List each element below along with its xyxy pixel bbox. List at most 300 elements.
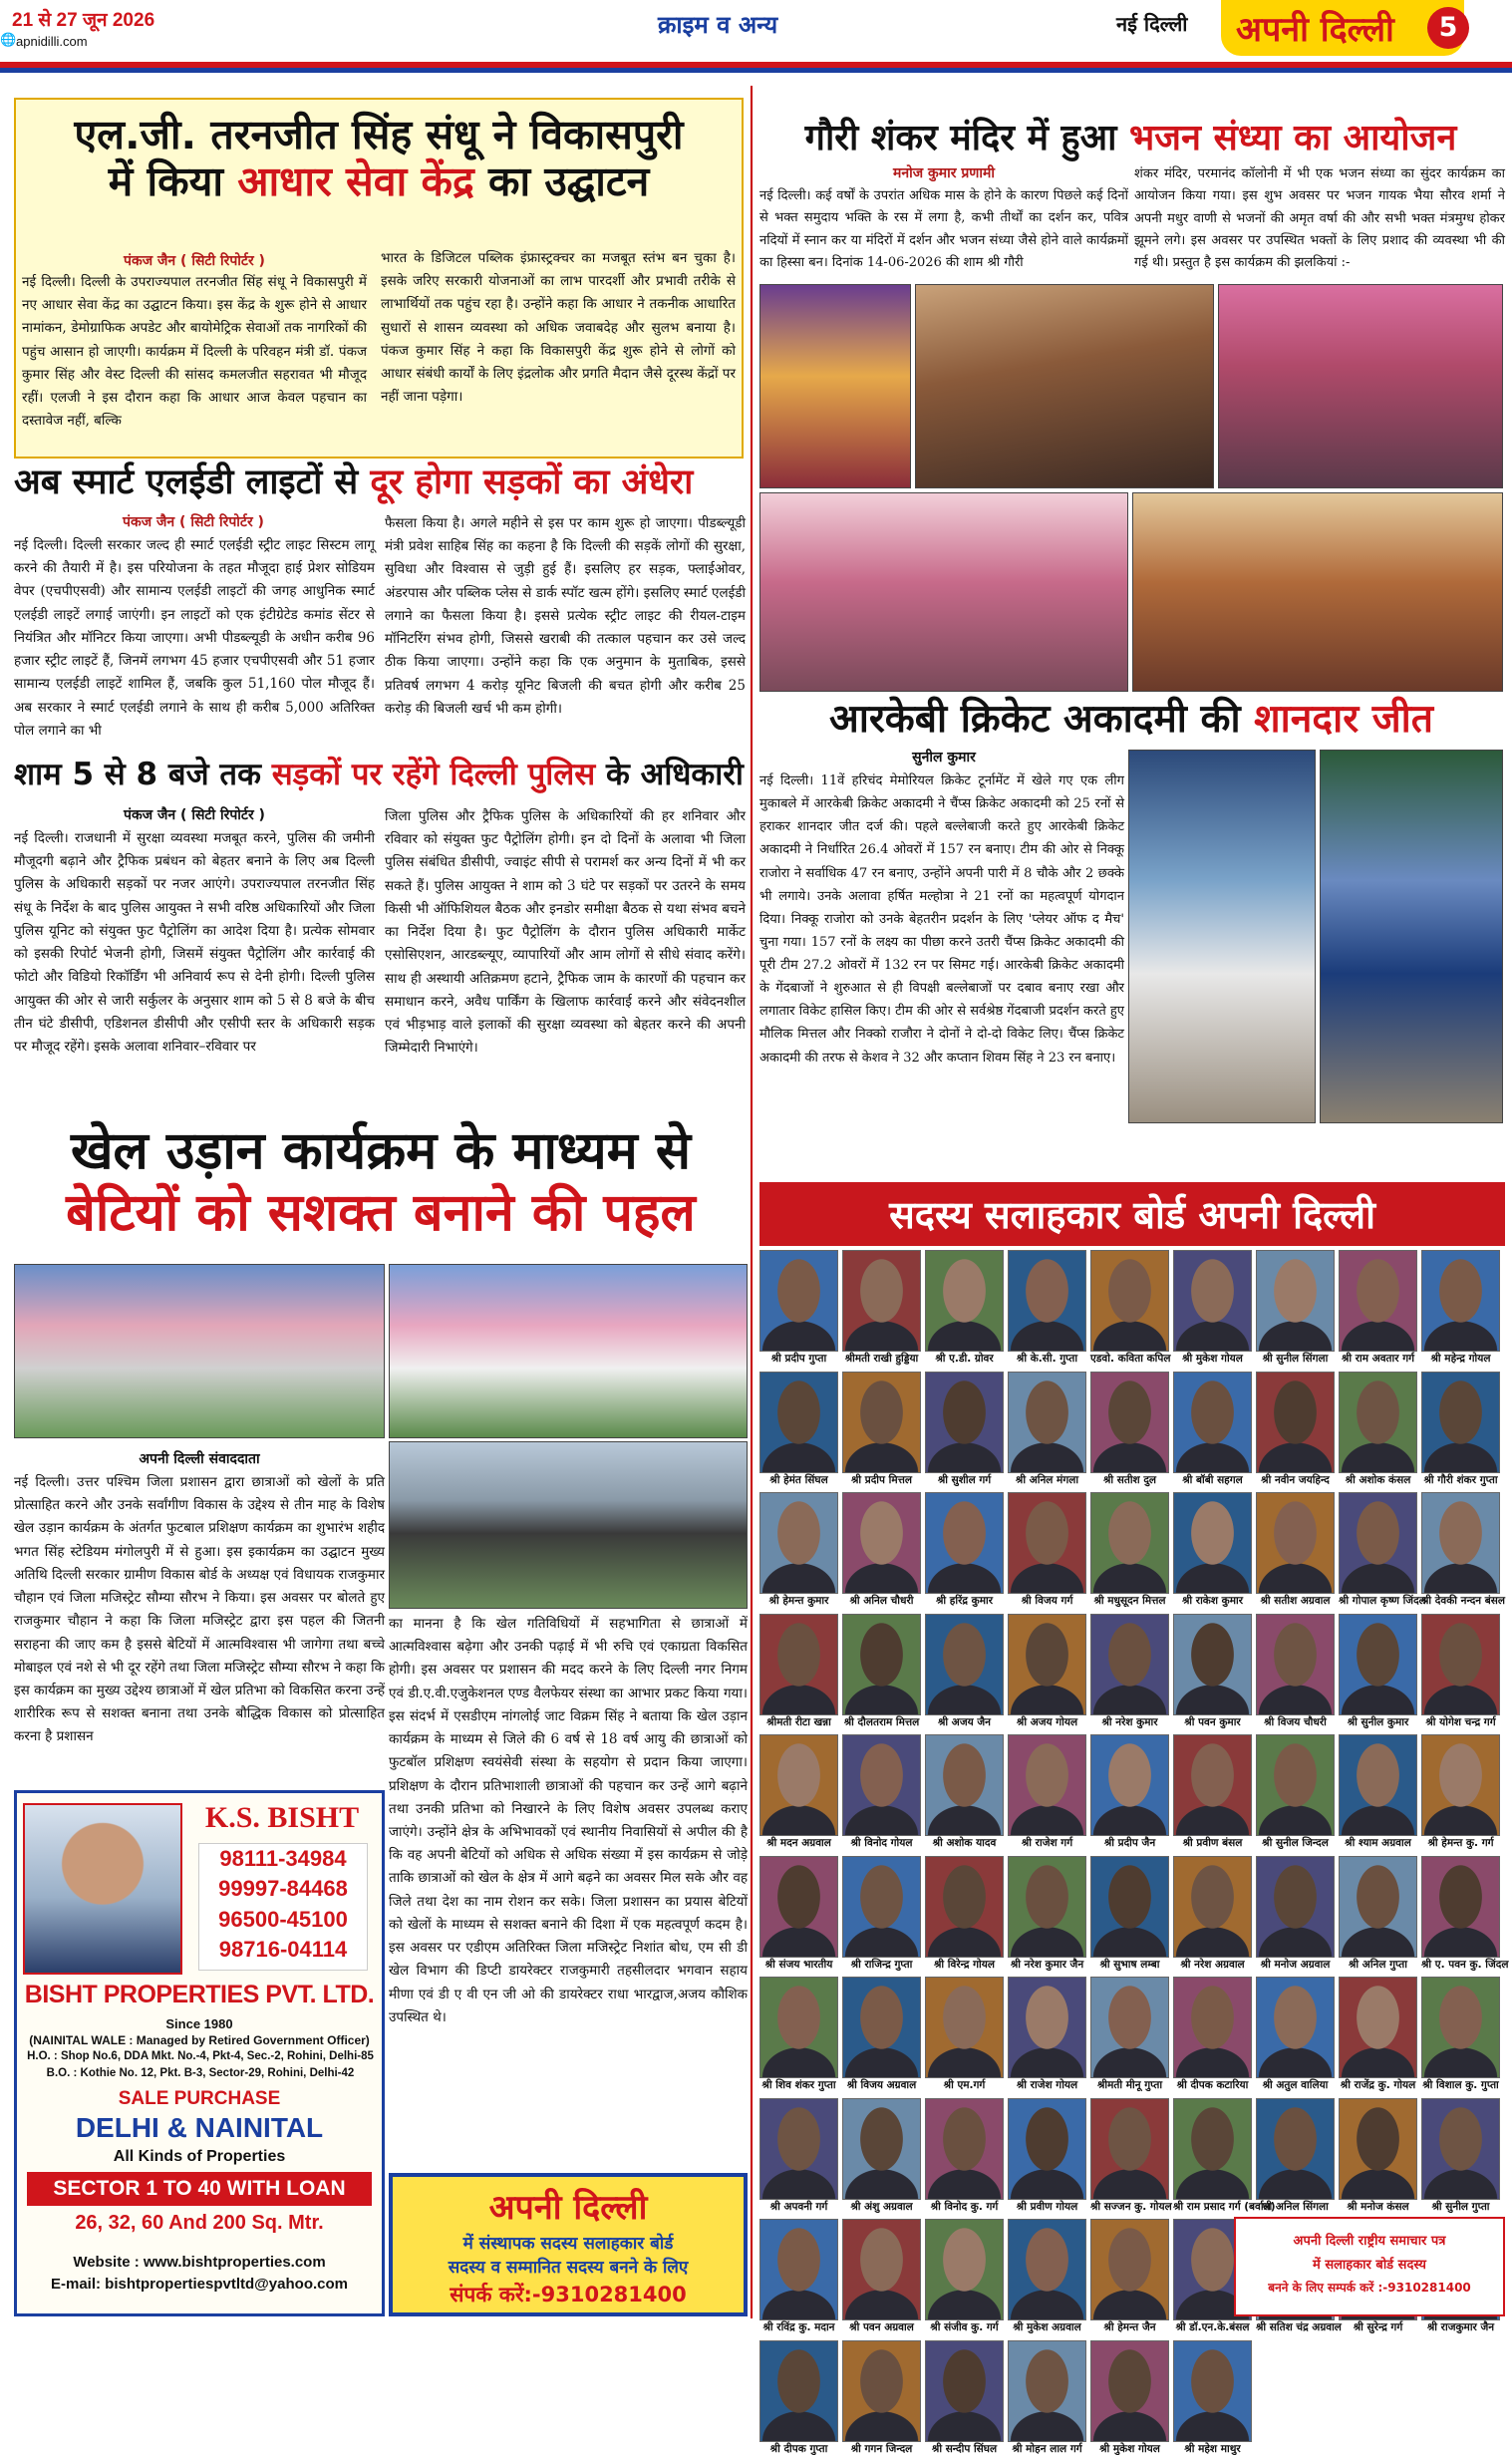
board-member <box>1173 1492 1252 1610</box>
member-name: श्री हेमन्त जैन <box>1103 2321 1156 2333</box>
led-headline-part: अब स्मार्ट एलईडी लाइटों से <box>14 462 371 502</box>
bhajan-photo-idols <box>759 284 911 488</box>
member-photo <box>1090 1492 1169 1594</box>
member-name: श्रीमती राखी हुड्डिया <box>844 1353 919 1365</box>
khel-headline-line2: बेटियों को सशक्त बनाने की पहल <box>66 1183 696 1244</box>
member-photo <box>759 1372 838 1473</box>
police-column-2: जिला पुलिस और ट्रैफिक पुलिस के अधिकारियों की हर शनिवार और रविवार को संयुक्त फुट पैट्रोलिंग होगी। इन दो दिनों के अलावा भी जिला पुलिस संबंधित डीसीपी, ज्वाइंट सीपी से परामर्श कर अन्य दिनों में भी कर सकते हैं। पुलिस आयुक्त ने शाम को 3 घंटे पर सड़कों पर उतरने के समय किसी भी ऑफिशियल बैठक और इनडोर समीक्षा बैठक से यथा संभव बचने का निर्देश दिया है। फुट पैट्रोलिंग के दौरान पुलिस अधिकारी मार्केट एसोसिएशन, आरडब्ल्यूए, व्यापारियों और आम लोगों से सीधे संवाद करेंगे। साथ ही अस्थायी अतिक्रमण हटाने, ट्रैफिक जाम के कारणों की पहचान कर समाधान करने, अवैध पार्किंग के खिलाफ कार्रवाई करने और संवेदनशील एवं भीड़भाड़ वाले इलाकों की सुरक्षा व्यवस्था को बेहतर करने की अपनी जिम्मेदारी निभाएंगे। <box>385 808 746 1057</box>
member-photo <box>1090 1614 1169 1715</box>
member-photo <box>759 1734 838 1836</box>
member-photo <box>1256 1250 1335 1352</box>
member-name: श्री राम अवतार गर्ग <box>1341 1353 1415 1365</box>
khel-column-2: का मानना है कि खेल गतिविधियों में सहभागिता से छात्राओं में आत्मविश्वास बढ़ेगा और उनकी पढ़ाई में भी रुचि एवं एकाग्रता विकसित होगी। इस अवसर पर प्रशासन की मदद करने के लिए दिल्ली नगर निगम एवं डी.ए.वी.एजुकेशनल एण्ड वैलफेयर संस्था का आभार प्रकट किया गया। इस संदर्भ में एसडीएम नांगलोई जाट विक्रम सिंह ने बताया कि खेल उड़ान कार्यक्रम के माध्यम से जिले की 6 वर्ष से 18 वर्ष आयु की छात्राओं को फुटबॉल प्रशिक्षण स्वयंसेवी संस्था के सहयोग से प्रदान किया जाएगा। प्रशिक्षण के दौरान प्रतिभाशाली छात्राओं की पहचान कर उन्हें आगे बढ़ाने तथा उनकी प्रतिभा को निखारने के लिए विशेष अवसर उपलब्ध कराए जाएंगे। उन्होंने क्षेत्र के अभिभावकों एवं स्थानीय निवासियों से अपील की है कि वह अपनी बेटियों को अधिक से अधिक संख्या में इस कार्यक्रम से जोड़े ताकि छात्राओं को खेल के क्षेत्र में आगे बढ़ने का अवसर मिल सके और वह जिले तथा देश का नाम रोशन कर सके। जिला प्रशासन का प्रयास बेटियों को खेलों के माध्यम से सशक्त बनाने की दिशा में एक महत्वपूर्ण कदम है। इस अवसर पर एडीएम अतिरिक्त जिला मजिस्ट्रेट निशांत बोध, एम सी डी खेल विभाग की डिप्टी डायरेक्टर राजकुमारी तहसीलदार भगवान सहाय मीणा एवं डी ए वी एन जी ओ की डायरेक्टर राधा भारद्वाज,अजय कौशिक उपस्थित थे। <box>389 1616 748 2025</box>
aadhaar-column-2: भारत के डिजिटल पब्लिक इंफ्रास्ट्रक्चर का मजबूत स्तंभ बन चुका है। इसके जरिए सरकारी योजनाओं का लाभ पारदर्शी और प्रभावी तरीके से लाभार्थियों तक पहुंच रहा है। उन्होंने कहा कि आधार ने तकनीक आधारित सुधारों से शासन व्यवस्था को अधिक जवाबदेह और सुलभ बनाया है। पंकज कुमार सिंह ने कहा कि विकासपुरी केंद्र शुरू होने से लोगों को आधार संबंधी कार्यों के लिए इंद्रलोक और प्रगति मैदान जैसे दूरस्थ केंद्रों पर नहीं जाना पड़ेगा। <box>381 250 736 406</box>
member-photo <box>1090 2098 1169 2200</box>
member-photo <box>842 1250 921 1352</box>
member-name: श्री प्रदीप गुप्ता <box>770 1353 827 1365</box>
member-photo <box>1256 1977 1335 2078</box>
brand-name: अपनी दिल्ली <box>1236 10 1394 50</box>
board-member <box>1339 1734 1417 1852</box>
board-member <box>1173 2098 1276 2216</box>
member-photo <box>1339 1492 1417 1594</box>
board-member <box>1256 1614 1335 1731</box>
member-photo <box>1421 1734 1500 1836</box>
ad-bisht-phone-1[interactable]: 98111-34984 <box>219 1846 347 1871</box>
police-byline: पंकज जैन ( सिटी रिपोर्टर ) <box>124 807 265 823</box>
board-member <box>842 1372 921 1489</box>
led-headline-highlight: दूर होगा सड़कों का अंधेरा <box>370 462 694 502</box>
bhajan-photo-devotees <box>759 492 1128 692</box>
member-photo <box>1339 2098 1417 2200</box>
board-member <box>842 1250 921 1368</box>
member-name: श्री राम प्रसाद गर्ग (बर्वाल) <box>1173 2200 1276 2213</box>
board-member <box>925 1614 1004 1731</box>
ad-bisht-kinds: All Kinds of Properties <box>113 2148 286 2165</box>
bhajan-headline-part: गौरी शंकर मंदिर में हुआ <box>804 118 1129 158</box>
section-title: क्राइम व अन्य <box>658 11 778 39</box>
board-member <box>842 2340 921 2458</box>
board-member <box>1256 1977 1335 2094</box>
member-name: श्री अनिल गुप्ता <box>1348 1958 1407 1971</box>
board-member <box>759 2219 838 2336</box>
khel-photo-team <box>389 1441 748 1609</box>
board-member <box>1173 1614 1252 1731</box>
member-name: श्री अनिल चौधरी <box>849 1595 914 1607</box>
member-name: श्री शिव शंकर गुप्ता <box>761 2079 836 2091</box>
aadhaar-headline-line2 <box>30 158 728 205</box>
city-label: नई दिल्ली <box>1116 12 1188 36</box>
member-photo <box>925 2219 1004 2320</box>
bhajan-photo-dancing <box>1132 492 1503 692</box>
member-name: श्रीमती रीटा खन्ना <box>766 1715 831 1728</box>
member-name: श्री राजिन्द्र गुप्ता <box>850 1958 913 1971</box>
member-name: श्री अनिल सिंगला <box>1262 2200 1329 2213</box>
member-name: श्री मुकेश अग्रवाल <box>1013 2321 1081 2333</box>
member-photo <box>759 1614 838 1715</box>
board-member <box>1421 1856 1509 1974</box>
member-photo <box>925 1250 1004 1352</box>
member-photo <box>1008 1614 1086 1715</box>
board-member <box>1421 1372 1500 1489</box>
member-name: श्री सुरेन्द्र गर्ग <box>1353 2321 1403 2333</box>
ad-bisht-phone-4[interactable]: 98716-04114 <box>218 1937 348 1963</box>
member-photo <box>925 1977 1004 2078</box>
board-member <box>1173 2340 1252 2458</box>
member-photo <box>1173 1372 1252 1473</box>
member-name: श्री राजेंद्र कु. गोयल <box>1340 2079 1416 2091</box>
member-name: श्री दीपक कटारिया <box>1176 2079 1249 2091</box>
board-member <box>1173 1372 1252 1489</box>
member-name: श्री हेमन्त कु. गर्ग <box>1427 1837 1494 1849</box>
member-name: श्री हेमन्त कुमार <box>768 1595 829 1607</box>
member-photo <box>925 1614 1004 1715</box>
member-name: श्री विजय चौधरी <box>1264 1715 1327 1728</box>
member-name: श्री राजेश गोयल <box>1016 2079 1078 2091</box>
board-member <box>1256 1734 1335 1852</box>
member-photo <box>925 1734 1004 1836</box>
member-name: श्री विनोद गोयल <box>850 1837 913 1849</box>
board-member <box>759 1492 838 1610</box>
cricket-byline: सुनील कुमार <box>912 750 976 766</box>
bhajan-photo-singers <box>915 284 1214 488</box>
board-member <box>1008 2219 1086 2336</box>
khel-headline-line1: खेल उड़ान कार्यक्रम के माध्यम से <box>70 1121 691 1181</box>
board-member <box>759 1977 838 2094</box>
member-photo <box>1173 2340 1252 2442</box>
member-name: श्री नरेश अग्रवाल <box>1180 1958 1245 1971</box>
board-member <box>1421 1977 1500 2094</box>
bhajan-column-1: नई दिल्ली। कई वर्षों के उपरांत अधिक मास के होने के कारण पिछले कई दिनों से भक्त समुदाय भक्ति के रस में लगा है, कभी तीर्थों का दर्शन कर, पवित्र नदियों में स्नान कर या मंदिरों में दर्शन और भजन संध्या जैसे होने वाले कार्यक्रमों का हिस्सा बन। दिनांक 14-06-2026 की शाम श्री गौरी <box>759 188 1128 271</box>
board-member <box>1090 1977 1169 2094</box>
board-member <box>1008 1734 1086 1852</box>
member-name: श्री अजय जैन <box>938 1715 991 1728</box>
member-photo <box>1339 1856 1417 1958</box>
board-member <box>759 1250 838 1368</box>
header-rule-blue <box>0 68 1512 73</box>
member-photo <box>842 1372 921 1473</box>
khel-byline: अपनी दिल्ली संवाददाता <box>139 1451 260 1467</box>
member-name: श्री अंशु अग्रवाल <box>850 2200 913 2213</box>
board-member <box>1173 1977 1252 2094</box>
member-name: श्री संजय भारतीय <box>764 1958 833 1971</box>
member-photo <box>1008 2219 1086 2320</box>
member-photo <box>925 1372 1004 1473</box>
bhajan-photo-crowd <box>1218 284 1503 488</box>
member-photo <box>842 1856 921 1958</box>
ad-apni-contact[interactable]: संपर्क करें:-9310281400 <box>450 2283 687 2306</box>
member-photo <box>842 2219 921 2320</box>
board-member <box>925 1492 1004 1610</box>
website-link[interactable]: apnidilli.com <box>16 34 88 49</box>
bhajan-headline <box>759 118 1502 158</box>
member-name: श्री हरिंद्र कुमार <box>936 1595 993 1607</box>
member-name: श्री सतीश अग्रवाल <box>1260 1595 1331 1607</box>
ad-bisht-phone-3[interactable]: 96500-45100 <box>218 1906 348 1932</box>
member-photo <box>1173 1614 1252 1715</box>
member-photo <box>1421 1250 1500 1352</box>
member-photo <box>1256 2098 1335 2200</box>
member-photo <box>1090 1372 1169 1473</box>
board-member <box>925 1250 1004 1368</box>
member-photo <box>842 1492 921 1594</box>
member-name: श्री विजय गर्ग <box>1021 1595 1073 1607</box>
member-name: श्री राकेश कुमार <box>1181 1595 1244 1607</box>
member-photo <box>1008 2098 1086 2200</box>
member-name: श्री अतुल वालिया <box>1262 2079 1329 2091</box>
bhajan-headline-highlight: भजन संध्या का आयोजन <box>1128 118 1457 158</box>
board-member <box>925 2219 1004 2336</box>
member-name: श्री महेश माथुर <box>1184 2442 1241 2455</box>
member-photo <box>1173 1250 1252 1352</box>
ad-bisht-email[interactable]: E-mail: bishtpropertiespvtltd@yahoo.com <box>51 2276 348 2293</box>
member-name: श्री विजय अग्रवाल <box>846 2079 917 2091</box>
ad-bisht-phone-2[interactable]: 99997-84468 <box>218 1876 348 1902</box>
board-cta-line2: में सलाहकार बोर्ड सदस्य <box>1313 2258 1426 2273</box>
member-photo <box>1008 1250 1086 1352</box>
board-cta-line1: अपनी दिल्ली राष्ट्रीय समाचार पत्र <box>1293 2234 1446 2249</box>
member-photo <box>842 2098 921 2200</box>
board-member <box>1090 2340 1169 2458</box>
board-member <box>842 2219 921 2336</box>
member-name: श्री ए. पवन कु. जिंदल <box>1421 1958 1509 1971</box>
member-photo <box>1173 2098 1252 2200</box>
board-header <box>759 1182 1505 1246</box>
led-byline: पंकज जैन ( सिटी रिपोर्टर ) <box>123 514 264 530</box>
board-member <box>759 2340 838 2458</box>
board-member <box>925 1734 1004 1852</box>
member-photo <box>842 2340 921 2442</box>
member-name: श्री मुकेश गोयल <box>1099 2442 1160 2455</box>
aadhaar-byline: पंकज जैन ( सिटी रिपोर्टर ) <box>124 253 265 269</box>
member-photo <box>759 1250 838 1352</box>
member-photo <box>1339 1977 1417 2078</box>
member-name: श्री अनिल मंगला <box>1015 1473 1079 1486</box>
member-photo <box>759 2340 838 2442</box>
board-member <box>1173 1856 1252 1974</box>
board-cta <box>1234 2217 1505 2316</box>
board-member <box>1090 2219 1169 2336</box>
member-name: श्री महेन्द्र गोयल <box>1430 1353 1491 1365</box>
member-name: श्री अशोक कंसल <box>1345 1473 1411 1486</box>
member-name: श्री संजीव कु. गर्ग <box>930 2321 999 2333</box>
member-name: श्री सज्जन कु. गोयल <box>1090 2200 1172 2213</box>
board-member <box>1008 1614 1086 1731</box>
aadhaar-column-1: नई दिल्ली। दिल्ली के उपराज्यपाल तरनजीत सिंह संधू ने विकासपुरी में नए आधार सेवा केंद्र का उद्घाटन किया। इस केंद्र के शुरू होने से आधार नामांकन, डेमोग्राफिक अपडेट और बायोमेट्रिक सेवाओं तक नागरिकों की पहुंच आसान हो जाएगी। कार्यक्रम में दिल्ली के परिवहन मंत्री डॉ. पंकज कुमार सिंह और वेस्ट दिल्ली की सांसद कमलजीत सहरावत भी मौजूद रहीं। एलजी ने इस दौरान कहा कि आधार आज केवल पहचान का दस्तावेज नहीं, बल्कि <box>22 274 367 430</box>
member-photo <box>1256 1734 1335 1836</box>
cricket-headline-highlight: शानदार जीत <box>1254 697 1433 742</box>
board-member <box>1173 1250 1252 1368</box>
board-member <box>1008 1977 1086 2094</box>
aadhaar-headline-highlight: आधार सेवा केंद्र <box>237 157 474 206</box>
board-member <box>1256 1372 1335 1489</box>
member-photo <box>1421 2098 1500 2200</box>
police-headline-highlight: सड़कों पर रहेंगे दिल्ली पुलिस <box>271 757 596 792</box>
board-member <box>1090 1372 1169 1489</box>
member-name: श्री गगन जिन्दल <box>850 2442 913 2455</box>
member-name: श्री विनोद कु. गर्ग <box>930 2200 999 2213</box>
board-member <box>925 2340 1004 2458</box>
member-photo <box>842 1734 921 1836</box>
member-photo <box>1421 1372 1500 1473</box>
board-member <box>1339 1977 1417 2094</box>
aadhaar-headline <box>30 112 728 205</box>
member-photo <box>925 2098 1004 2200</box>
cricket-photo-player-1 <box>1128 750 1316 1123</box>
member-name: श्री हेमंत सिंघल <box>769 1473 828 1486</box>
member-name: श्री मुकेश गोयल <box>1182 1353 1243 1365</box>
member-name: श्री प्रवीण गोयल <box>1016 2200 1078 2213</box>
board-member <box>1090 1492 1169 1610</box>
member-name: श्री दीपक गुप्ता <box>769 2442 828 2455</box>
board-member <box>925 1856 1004 1974</box>
member-name: श्री सुनील गुप्ता <box>1431 2200 1490 2213</box>
ad-bisht-branch-office: B.O. : Kothie No. 12, Pkt. B-3, Sector-29, Rohini, Delhi-42 <box>46 2067 355 2079</box>
board-member <box>1339 1614 1417 1731</box>
member-name: श्री पवन अग्रवाल <box>849 2321 914 2333</box>
member-photo <box>759 2219 838 2320</box>
board-member <box>842 1734 921 1852</box>
member-name: श्री सुशील गर्ग <box>937 1473 992 1486</box>
board-member <box>925 1372 1004 1489</box>
member-photo <box>1090 1734 1169 1836</box>
member-name: श्री मदन अग्रवाल <box>766 1837 831 1849</box>
member-photo <box>1090 2340 1169 2442</box>
member-photo <box>1008 1977 1086 2078</box>
issue-date: 21 से 27 जून 2026 <box>12 10 155 31</box>
member-photo <box>1339 1734 1417 1836</box>
board-member <box>1008 1492 1086 1610</box>
member-photo <box>842 1614 921 1715</box>
board-member <box>1256 1856 1335 1974</box>
member-name: श्री प्रदीप मित्तल <box>850 1473 913 1486</box>
member-name: एडवो. कविता कपिल <box>1090 1353 1171 1365</box>
member-name: श्री सन्दीप सिंघल <box>931 2442 998 2455</box>
board-cta-line3[interactable]: बनने के लिए सम्पर्क करें :-9310281400 <box>1268 2281 1471 2295</box>
police-column-1: नई दिल्ली। राजधानी में सुरक्षा व्यवस्था मजबूत करने, पुलिस की जमीनी मौजूदगी बढ़ाने और ट्रैफिक प्रबंधन को बेहतर बनाने के लिए अब दिल्ली पुलिस के अधिकारी सड़कों पर नजर आएंगे। उपराज्यपाल तरनजीत सिंह संधू के निर्देश के बाद पुलिस आयुक्त ने सभी वरिष्ठ अधिकारियों और जिला पुलिस यूनिट को संयुक्त फुट पैट्रोलिंग का आदेश दिया है। प्रत्येक सोमवार को इसकी रिपोर्ट भेजनी होगी, जिसमें संयुक्त पैट्रोलिंग और कार्रवाई की फोटो और विडियो रिकॉर्डिंग भी अनिवार्य रूप से देनी होगी। दिल्ली पुलिस आयुक्त की ओर से जारी सर्कुलर के अनुसार शाम को 5 से 8 बजे के बीच तीन घंटे डीसीपी, एडिशनल डीसीपी और एसीपी स्तर के अधिकारी सड़क पर मौजूद रहेंगे। इसके अलावा शनिवार–रविवार पर <box>14 830 375 1055</box>
member-photo <box>1421 1614 1500 1715</box>
member-name: श्री मोहन लाल गर्ग <box>1012 2442 1082 2455</box>
member-name: श्री एम.गर्ग <box>943 2079 986 2091</box>
member-name: श्री श्याम अग्रवाल <box>1345 1837 1411 1849</box>
member-photo <box>1173 1977 1252 2078</box>
member-photo <box>1339 1372 1417 1473</box>
member-photo <box>759 1856 838 1958</box>
member-name: श्री अशोक यादव <box>932 1837 997 1849</box>
ad-apni-dilli-membership <box>389 2173 748 2316</box>
ad-bisht-company: BISHT PROPERTIES PVT. LTD. <box>24 1981 375 2008</box>
member-photo <box>1421 1856 1500 1958</box>
board-member <box>1339 1372 1417 1489</box>
member-photo <box>1090 1250 1169 1352</box>
ad-apni-title: अपनी दिल्ली <box>488 2188 648 2228</box>
board-title: सदस्य सलाहकार बोर्ड अपनी दिल्ली <box>889 1193 1375 1237</box>
member-photo <box>1421 1977 1500 2078</box>
ad-bisht-name: K.S. BISHT <box>204 1801 360 1834</box>
board-member <box>1256 1250 1335 1368</box>
member-name: श्री नरेश कुमार जैन <box>1010 1958 1084 1971</box>
led-column-1: नई दिल्ली। दिल्ली सरकार जल्द ही स्मार्ट एलईडी स्ट्रीट लाइट सिस्टम लागू करने की तैयारी में है। इस परियोजना के तहत मौजूदा हाई प्रेशर सोडियम वेपर (एचपीएसवी) और सामान्य एलईडी लाइटों की जगह आधुनिक स्मार्ट एलईडी लाइटें लगाई जाएंगी। इन लाइटों को एक इंटीग्रेटेड कमांड सेंटर से नियंत्रित और मॉनिटर किया जाएगा। अभी पीडब्ल्यूडी के अधीन करीब 96 हजार स्ट्रीट लाइटें हैं, जिनमें लगभग 45 हजार एचपीएसवी और 51 हजार सामान्य एलईडी लाइटें शामिल हैं, जबकि कुल 51,160 पोल मौजूद हैं। अब सरकार ने स्मार्ट एलईडी लगाने के साथ ही करीब 5,000 अतिरिक्त पोल लगाने का भी <box>14 537 375 739</box>
board-member <box>1008 1856 1086 1974</box>
member-name: श्री ए.डी. ग्रोवर <box>935 1353 994 1365</box>
masthead <box>0 0 1512 78</box>
member-name: श्री गोपाल कृष्ण जिंदल <box>1339 1595 1426 1607</box>
ad-bisht-since: Since 1980 <box>165 2016 233 2031</box>
member-photo <box>759 1492 838 1594</box>
ad-bisht-sale: SALE PURCHASE <box>118 2088 281 2109</box>
member-photo <box>759 2098 838 2200</box>
member-name: श्री नरेश कुमार <box>1101 1715 1158 1728</box>
member-photo <box>1339 1250 1417 1352</box>
board-member <box>1256 2098 1335 2216</box>
member-name: श्रीमती मीनू गुप्ता <box>1096 2079 1163 2091</box>
ad-apni-line1: में संस्थापक सदस्य सलाहकार बोर्ड <box>462 2234 674 2254</box>
board-member <box>925 1977 1004 2094</box>
member-name: श्री मधुसूदन मित्तल <box>1093 1595 1166 1607</box>
board-member <box>1008 1372 1086 1489</box>
member-photo <box>1008 1856 1086 1958</box>
member-photo <box>1256 1492 1335 1594</box>
board-member <box>1339 1856 1417 1974</box>
member-photo <box>1173 1856 1252 1958</box>
board-member <box>1090 1856 1169 1974</box>
ad-bisht-phones <box>198 1843 368 1971</box>
member-photo <box>1173 1492 1252 1594</box>
board-member <box>842 2098 921 2216</box>
ad-apni-line2: सदस्य व सम्मानित सदस्य बनने के लिए <box>448 2258 689 2278</box>
board-member <box>759 2098 838 2216</box>
police-headline <box>14 758 748 793</box>
member-name: श्री विरेन्द्र गोयल <box>934 1958 995 1971</box>
aadhaar-headline-part: में किया <box>108 157 238 206</box>
aadhaar-headline-line1: एल.जी. तरनजीत सिंह संधू ने विकासपुरी <box>74 111 684 158</box>
member-photo <box>1421 1492 1500 1594</box>
board-member <box>842 1856 921 1974</box>
led-column-2: फैसला किया है। अगले महीने से इस पर काम शुरू हो जाएगा। पीडब्ल्यूडी मंत्री प्रवेश साहिब सिंह का कहना है कि दिल्ली की सड़कें लोगों की सुरक्षा, सुविधा और विश्वास से जुड़ी हुई हैं। इसलिए हर सड़क, फ्लाईओवर, अंडरपास और पब्लिक प्लेस से डार्क स्पॉट खत्म होंगे। इसलिए स्मार्ट एलईडी लगाने का फैसला किया है। इससे प्रत्येक स्ट्रीट लाइट की रीयल-टाइम मॉनिटरिंग संभव होगी, जिससे खराबी की तत्काल पहचान कर उसे जल्द ठीक किया जाएगा। उन्होंने कहा कि एक अनुमान के मुताबिक, इससे प्रतिवर्ष लगभग 4 करोड़ यूनिट बिजली की बचत होगी और करीब 25 करोड़ की बिजली खर्च भी कम होगी। <box>385 515 746 717</box>
globe-icon: 🌐 <box>0 33 17 48</box>
cricket-headline-part: आरकेबी क्रिकेट अकादमी की <box>828 697 1255 742</box>
member-name: श्री बॉबी सहगल <box>1182 1473 1243 1486</box>
member-name: श्री राजकुमार जैन <box>1426 2321 1495 2333</box>
member-photo <box>925 1856 1004 1958</box>
led-headline <box>14 462 748 502</box>
member-name: श्री सतीश दुल <box>1102 1473 1157 1486</box>
board-member <box>842 1614 921 1731</box>
member-photo <box>1008 1372 1086 1473</box>
member-name: श्री प्रवीण बंसल <box>1182 1837 1243 1849</box>
board-member <box>759 1614 838 1731</box>
member-photo <box>925 1492 1004 1594</box>
cricket-headline <box>759 698 1503 743</box>
member-name: श्री मनोज अग्रवाल <box>1260 1958 1331 1971</box>
member-name: श्री नवीन जयहिन्द <box>1261 1473 1330 1486</box>
cricket-body: नई दिल्ली। 11वें हरिचंद मेमोरियल क्रिकेट टूर्नामेंट में खेले गए एक लीग मुकाबले में आरकेबी क्रिकेट अकादमी ने चैंप्स क्रिकेट अकादमी को 25 रनों से हराकर शानदार जीत दर्ज की। पहले बल्लेबाजी करते हुए आरकेबी क्रिकेट अकादमी ने निर्धारित 26.4 ओवरों में 157 रन बनाए। टीम की ओर से निक्कू राजोरा ने सर्वाधिक 47 रन बनाए, उन्होंने अपनी पारी में 8 चौके और 2 छक्के भी लगाये। उनके अलावा हर्षित मल्होत्रा ने 21 रनों का महत्वपूर्ण योगदान दिया। निक्कू राजोरा को उनके बेहतरीन प्रदर्शन के लिए 'प्लेयर ऑफ द मैच' चुना गया। 157 रनों के लक्ष्य का पीछा करने उतरी चैंप्स क्रिकेट अकादमी की पूरी टीम 27.2 ओवरों में 132 रन पर सिमट गई। आरकेबी क्रिकेट अकादमी के गेंदबाजों ने शुरुआत से ही विपक्षी बल्लेबाजों पर दबाव बनाए रखा और लगातार विकेट हासिल किए। टीम की ओर से सर्वश्रेष्ठ गेंदबाजी प्रदर्शन करते हुए मौलिक मित्तल और निक्को राजौरा ने दोनों ने दो-दो विकेट लिए। चैंप्स क्रिकेट अकादमी की तरफ से केशव ने 32 और कप्तान शिवम सिंह ने 23 रन बनाए। <box>759 773 1124 1066</box>
member-photo <box>1090 1977 1169 2078</box>
member-name: श्री रविंद्र कु. मदान <box>762 2321 835 2333</box>
khel-photo-inauguration-1 <box>14 1264 385 1438</box>
khel-photo-inauguration-2 <box>389 1264 748 1438</box>
board-member <box>759 1734 838 1852</box>
board-member <box>925 2098 1004 2216</box>
member-name: श्री के.सी. गुप्ता <box>1016 1353 1078 1365</box>
board-member <box>1339 1492 1426 1610</box>
member-name: श्री देवकी नन्दन बंसल <box>1421 1595 1506 1607</box>
ad-bisht-properties <box>14 1790 385 2316</box>
ad-bisht-portrait <box>23 1803 182 1975</box>
board-member <box>1339 2098 1417 2216</box>
board-member <box>1090 1734 1169 1852</box>
member-photo <box>1256 1856 1335 1958</box>
member-photo <box>1256 1372 1335 1473</box>
police-headline-part: शाम 5 से 8 बजे तक <box>14 757 272 792</box>
member-name: श्री सुनील कुमार <box>1347 1715 1409 1728</box>
member-name: श्री सुभाष लम्बा <box>1099 1958 1160 1971</box>
member-photo <box>1173 1734 1252 1836</box>
board-member <box>1339 1250 1417 1368</box>
member-name: श्री सुनील सिंगला <box>1262 1353 1329 1365</box>
column-separator <box>751 86 753 2318</box>
member-photo <box>1008 1734 1086 1836</box>
board-member <box>842 1492 921 1610</box>
member-name: श्री सुनील जिन्दल <box>1262 1837 1329 1849</box>
ad-bisht-website[interactable]: Website : www.bishtproperties.com <box>73 2254 326 2271</box>
bhajan-byline: मनोज कुमार प्रणामी <box>892 165 996 181</box>
board-member <box>1090 2098 1172 2216</box>
ad-bisht-head-office: H.O. : Shop No.6, DDA Mkt. No.-4, Pkt-4, Sec.-2, Rohini, Delhi-85 <box>27 2050 374 2062</box>
khel-headline <box>14 1120 748 1245</box>
member-photo <box>842 1977 921 2078</box>
khel-column-1: नई दिल्ली। उत्तर पश्चिम जिला प्रशासन द्वारा छात्राओं को खेलों के प्रति प्रोत्साहित करने और उनके सर्वांगीण विकास के उद्देश्य से तीन माह के विशेष खेल उड़ान कार्यक्रम के अंतर्गत फुटबाल प्रशिक्षण कार्यक्रम का शुभारंभ शहीद भगत सिंह स्टेडियम मंगोलपुरी में से हुआ। इस इकार्यक्रम का उद्घाटन मुख्य अतिथि दिल्ली सरकार ग्रामीण विकास बोर्ड के अध्यक्ष एवं विधायक राजकुमार चौहान एवं जिला मजिस्ट्रेट सौम्या सौरभ ने किया। इस अवसर पर बोलते हुए राजकुमार चौहान ने कहा कि जिला मजिस्ट्रेट द्वारा इस पहल की जितनी सराहना की जाए कम है इससे बेटियों में आत्मविश्वास भी जागेगा तथा बच्चे मोबाइल एवं नशे से भी दूर रहेंगे तथा जिला मजिस्ट्रेट सौम्या सौरभ ने कहा कि इस कार्यक्रम का मुख्य उद्देश्य छात्राओं में खेल प्रतिभा को विकसित करना उन्हें शारीरिक रूप से सशक्त बनाना तथा उनके बौद्धिक विकास को प्रोत्साहित करना है प्रशासन <box>14 1474 385 1745</box>
member-name: श्री सतिश चंद्र अग्रवाल <box>1256 2321 1342 2333</box>
